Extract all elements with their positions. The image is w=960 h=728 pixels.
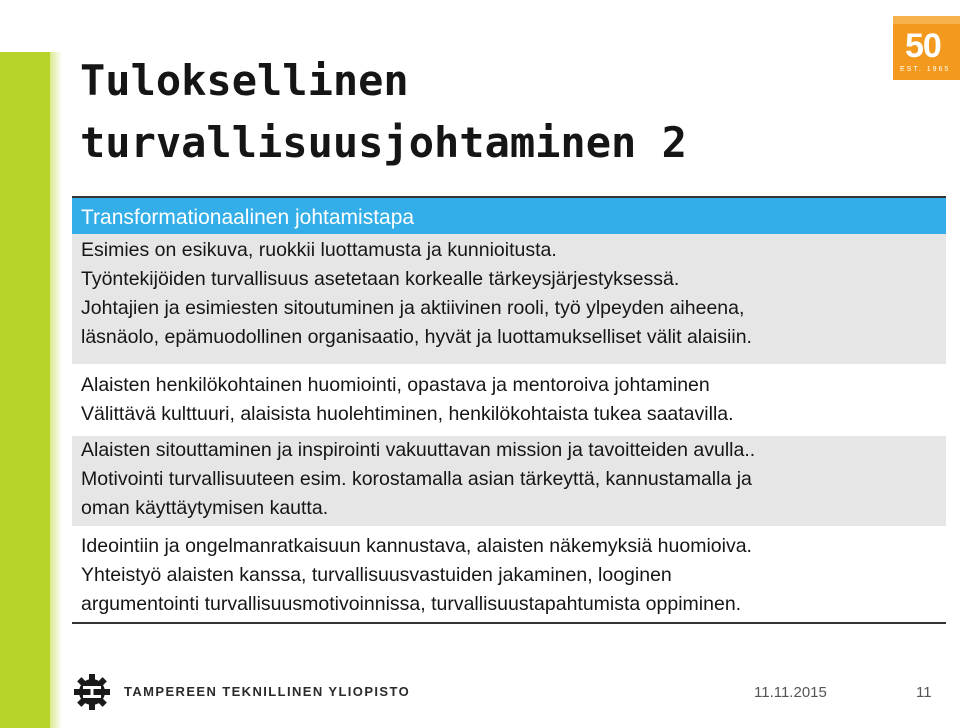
accent-bar-fade [50, 52, 62, 728]
text-line: Alaisten henkilökohtainen huomiointi, opastava ja mentoroiva johtaminen [81, 374, 710, 396]
logo-top-stripe [893, 16, 960, 24]
logo-est: EST. 1965 [900, 66, 951, 73]
text-line: Johtajien ja esimiesten sitoutuminen ja aktiivinen rooli, työ ylpeyden aiheena, [81, 297, 745, 319]
university-name: TAMPEREEN TEKNILLINEN YLIOPISTO [124, 684, 411, 699]
slide-date: 11.11.2015 [754, 684, 827, 701]
title-line-1: Tuloksellinen [80, 56, 409, 105]
text-line: läsnäolo, epämuodollinen organisaatio, hyvät ja luottamukselliset välit alaisiin. [81, 326, 752, 348]
accent-bar [0, 52, 50, 728]
text-line: Ideointiin ja ongelmanratkaisuun kannustava, alaisten näkemyksiä huomioiva. [81, 535, 752, 557]
text-line: oman käyttäytymisen kautta. [81, 497, 329, 519]
title-line-2: turvallisuusjohtaminen 2 [80, 118, 687, 167]
text-line: Työntekijöiden turvallisuus asetetaan korkealle tärkeysjärjestyksessä. [81, 268, 680, 290]
subtitle-text: Transformationaalinen johtamistapa [81, 206, 415, 229]
text-line: argumentointi turvallisuusmotivoinnissa, turvallisuustapahtumista oppiminen. [81, 593, 742, 615]
logo-number: 50 [905, 27, 941, 65]
content-block-3 [72, 436, 946, 526]
subtitle-band [72, 196, 946, 234]
content-block-4 [72, 532, 946, 626]
text-line: Esimies on esikuva, ruokkii luottamusta ja kunnioitusta. [81, 239, 557, 261]
text-line: Yhteistyö alaisten kanssa, turvallisuusvastuiden jakaminen, looginen [81, 564, 672, 586]
university-gear-logo-icon [72, 672, 112, 712]
page-number: 11 [916, 684, 932, 701]
text-line: Välittävä kulttuuri, alaisista huolehtiminen, henkilökohtaista tukea saatavilla. [81, 403, 734, 425]
page-title [80, 50, 687, 174]
text-line: Alaisten sitouttaminen ja inspirointi vakuuttavan mission ja tavoitteiden avulla.. [81, 439, 756, 461]
anniversary-50-logo [893, 16, 960, 80]
content-block-1 [72, 234, 946, 364]
text-line: Motivointi turvallisuuteen esim. korostamalla asian tärkeyttä, kannustamalla ja [81, 468, 752, 490]
bottom-divider [72, 622, 946, 624]
